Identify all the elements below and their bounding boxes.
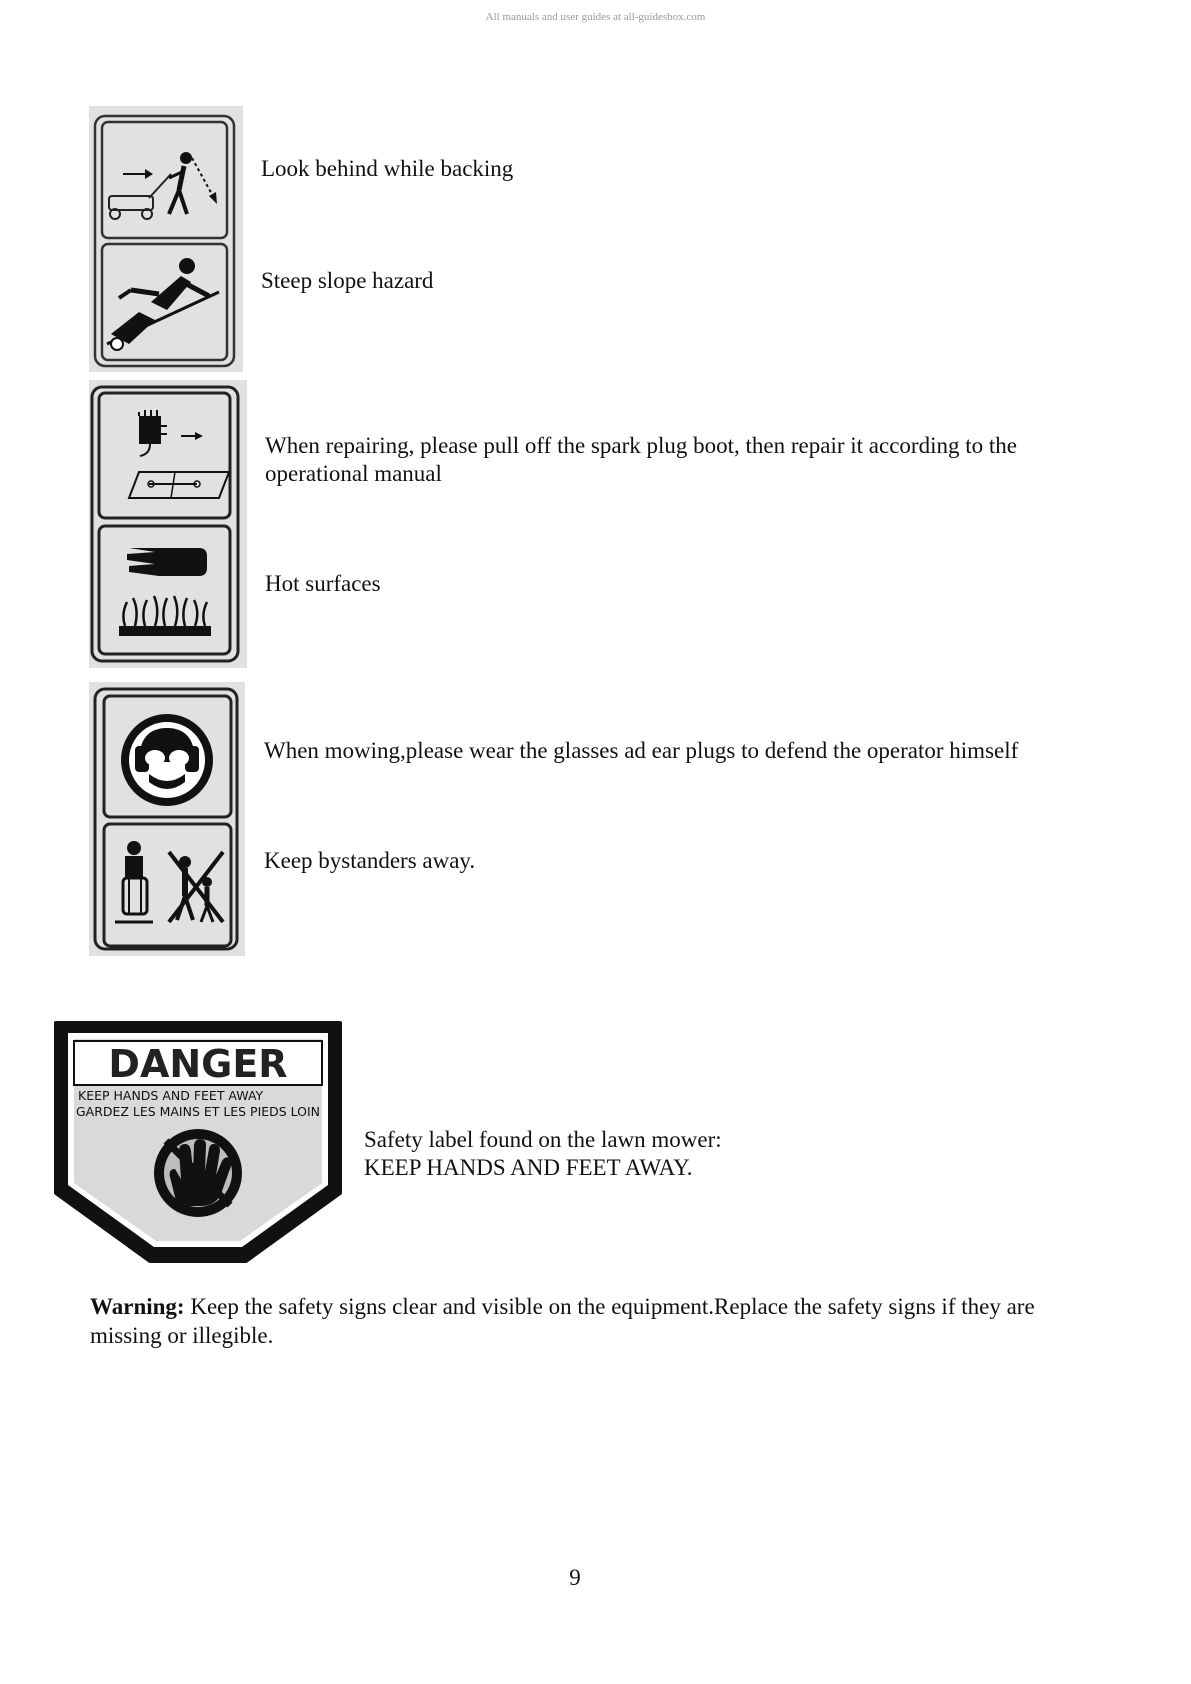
sign-label-steep-slope: Steep slope hazard [261, 268, 434, 293]
spark-plug-manual-icon [99, 393, 230, 518]
danger-hand-icon [154, 1129, 242, 1217]
eye-ear-protection-icon [104, 696, 231, 817]
steep-slope-icon [102, 244, 227, 360]
sign-panel-mower-safety [89, 106, 243, 372]
danger-decal [48, 1015, 348, 1270]
danger-caption-line1: Safety label found on the lawn mower: [364, 1127, 722, 1152]
sign-label-spark-plug: When repairing, please pull off the spark plug boot, then repair it according to the operational manual [265, 433, 1017, 486]
warning-paragraph [90, 1292, 1070, 1350]
danger-caption-line2: KEEP HANDS AND FEET AWAY. [364, 1155, 693, 1180]
danger-line-en: KEEP HANDS AND FEET AWAY [78, 1088, 264, 1103]
sign-label-eye-ear-protection: When mowing,please wear the glasses ad ear plugs to defend the operator himself [264, 738, 1019, 763]
sign-label-look-behind: Look behind while backing [261, 156, 514, 181]
danger-title: DANGER [108, 1042, 288, 1086]
keep-bystanders-away-icon [104, 824, 231, 946]
sign-panel-maintenance [89, 380, 247, 668]
warning-lead: Warning: [90, 1294, 185, 1319]
sign-label-keep-bystanders: Keep bystanders away. [264, 848, 476, 873]
hot-surface-icon [99, 526, 230, 654]
warning-text: Keep the safety signs clear and visible on the equipment.Replace the safety signs if they are missing or illegible. [90, 1294, 1035, 1348]
sign-panel-protection [89, 682, 245, 956]
danger-line-fr: GARDEZ LES MAINS ET LES PIEDS LOIN [76, 1104, 320, 1119]
look-behind-icon [102, 122, 227, 238]
page-number: 9 [569, 1565, 581, 1590]
source-note: All manuals and user guides at all-guidesbox.com [485, 11, 706, 23]
sign-label-hot-surfaces: Hot surfaces [265, 571, 381, 596]
